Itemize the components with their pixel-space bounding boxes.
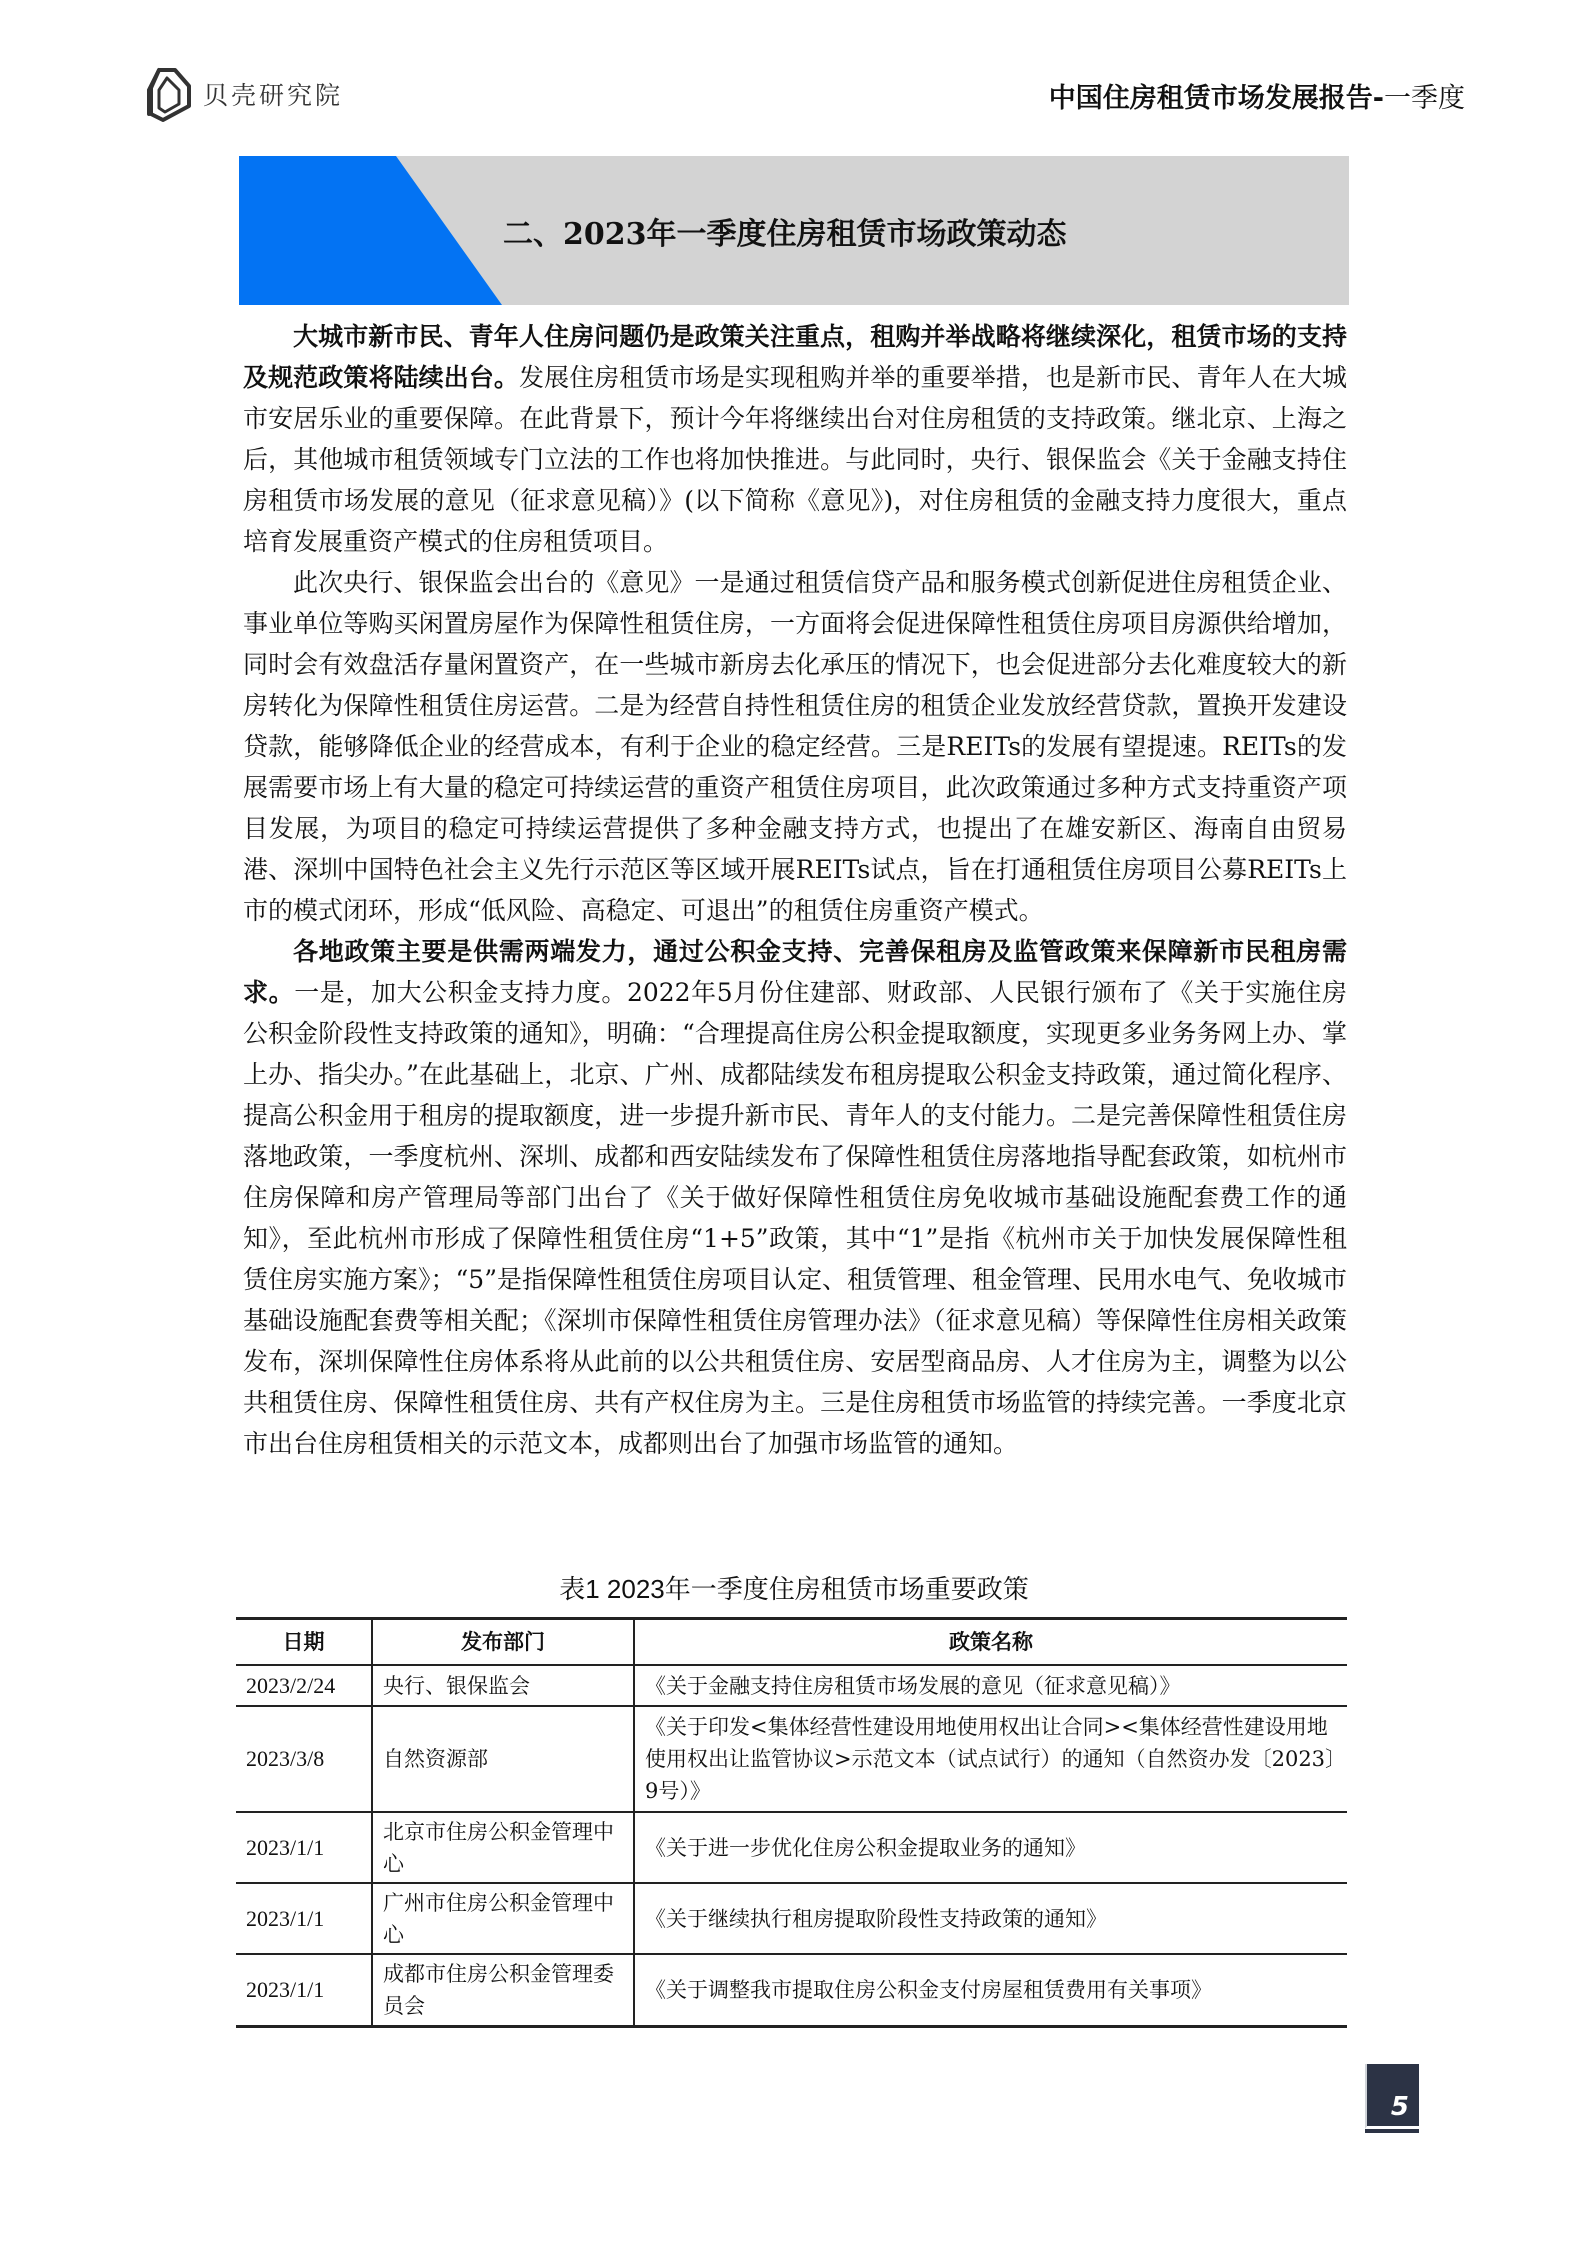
table-header-row <box>236 1619 1347 1666</box>
cell-date: 2023/1/1 <box>236 1812 372 1883</box>
table-row <box>236 1883 1347 1954</box>
section-title: 二、2023年一季度住房租赁市场政策动态 <box>503 216 1067 252</box>
banner-accent-shape <box>239 156 502 305</box>
header-department: 发布部门 <box>372 1619 634 1666</box>
paragraph-1-lead: 大城市新市民、青年人住房问题仍是政策关注重点，租购并举战略将继续深化，租赁市场的支持及规范政策将陆续出台。 <box>243 322 1347 392</box>
paragraph-1-text: 发展住房租赁市场是实现租购并举的重要举措，也是新市民、青年人在大城市安居乐业的重要保障。在此背景下，预计今年将继续出台对住房租赁的支持政策。继北京、上海之后，其他城市租赁领域专门立法的工作也将加快推进。与此同时，央行、银保监会《关于金融支持住房租赁市场发展的意见（征求意见稿）》(以下简称《意见》)，对住房租赁的金融支持力度很大，重点培育发展重资产模式的住房租赁项目。 <box>243 363 1347 556</box>
paragraph-1 <box>243 316 1347 562</box>
page-number: 5 <box>1390 2092 1409 2122</box>
page-number-box <box>1365 2064 1419 2129</box>
cell-department: 广州市住房公积金管理中心 <box>372 1883 634 1954</box>
cell-date: 2023/2/24 <box>236 1665 372 1706</box>
report-title-main: 中国住房租赁市场发展报告- <box>1048 83 1384 114</box>
cell-policy: 《关于印发<集体经营性建设用地使用权出让合同><集体经营性建设用地使用权出让监管协议>示范文本（试点试行）的通知（自然资办发〔2023〕9号）》 <box>634 1706 1347 1812</box>
header-policy-name: 政策名称 <box>634 1619 1347 1666</box>
paragraph-2 <box>243 562 1347 931</box>
cell-date: 2023/1/1 <box>236 1883 372 1954</box>
paragraph-3 <box>243 931 1347 1464</box>
cell-department: 自然资源部 <box>372 1706 634 1812</box>
policy-table <box>236 1617 1347 2028</box>
beike-logo-icon <box>145 66 193 122</box>
cell-date: 2023/1/1 <box>236 1954 372 2026</box>
table-row <box>236 1812 1347 1883</box>
table-caption: 表1 2023年一季度住房租赁市场重要政策 <box>559 1574 1029 1604</box>
logo <box>145 66 343 122</box>
table-row <box>236 1665 1347 1706</box>
cell-policy: 《关于调整我市提取住房公积金支付房屋租赁费用有关事项》 <box>634 1954 1347 2026</box>
cell-policy: 《关于继续执行租房提取阶段性支持政策的通知》 <box>634 1883 1347 1954</box>
cell-department: 北京市住房公积金管理中心 <box>372 1812 634 1883</box>
report-title-sub: 一季度 <box>1384 83 1465 114</box>
cell-policy: 《关于金融支持住房租赁市场发展的意见（征求意见稿）》 <box>634 1665 1347 1706</box>
header-date: 日期 <box>236 1619 372 1666</box>
paragraph-3-text: 一是，加大公积金支持力度。2022年5月份住建部、财政部、人民银行颁布了《关于实施住房公积金阶段性支持政策的通知》，明确：“合理提高住房公积金提取额度，实现更多业务务网上办、掌上办、指尖办。”在此基础上，北京、广州、成都陆续发布租房提取公积金支持政策，通过简化程序、提高公积金用于租房的提取额度，进一步提升新市民、青年人的支付能力。二是完善保障性租赁住房落地政策，一季度杭州、深圳、成都和西安陆续发布了保障性租赁住房落地指导配套政策，如杭州市住房保障和房产管理局等部门出台了《关于做好保障性租赁住房免收城市基础设施配套费工作的通知》，至此杭州市形成了保障性租赁住房“1+5”政策，其中“1”是指《杭州市关于加快发展保障性租赁住房实施方案》；“5”是指保障性租赁住房项目认定、租赁管理、租金管理、民用水电气、免收城市基础设施配套费等相关配；《深圳市保障性租赁住房管理办法》（征求意见稿）等保障性住房相关政策发布，深圳保障性住房体系将从此前的以公共租赁住房、安居型商品房、人才住房为主，调整为以公共租赁住房、保障性租赁住房、共有产权住房为主。三是住房租赁市场监管的持续完善。一季度北京市出台住房租赁相关的示范文本，成都则出台了加强市场监管的通知。 <box>243 978 1347 1458</box>
paragraph-2-text: 此次央行、银保监会出台的《意见》一是通过租赁信贷产品和服务模式创新促进住房租赁企业、事业单位等购买闲置房屋作为保障性租赁住房，一方面将会促进保障性租赁住房项目房源供给增加，同时会有效盘活存量闲置资产，在一些城市新房去化承压的情况下，也会促进部分去化难度较大的新房转化为保障性租赁住房运营。二是为经营自持性租赁住房的租赁企业发放经营贷款，置换开发建设贷款，能够降低企业的经营成本，有利于企业的稳定经营。三是REITs的发展有望提速。REITs的发展需要市场上有大量的稳定可持续运营的重资产租赁住房项目，此次政策通过多种方式支持重资产项目发展，为项目的稳定可持续运营提供了多种金融支持方式，也提出了在雄安新区、海南自由贸易港、深圳中国特色社会主义先行示范区等区域开展REITs试点，旨在打通租赁住房项目公募REITs上市的模式闭环，形成“低风险、高稳定、可退出”的租赁住房重资产模式。 <box>243 568 1347 925</box>
paragraph-3-lead: 各地政策主要是供需两端发力，通过公积金支持、完善保租房及监管政策来保障新市民租房需求。 <box>243 937 1347 1007</box>
report-title <box>1049 82 1465 116</box>
table-row <box>236 1954 1347 2026</box>
body-text <box>243 316 1347 1464</box>
logo-text: 贝壳研究院 <box>203 81 344 110</box>
section-banner <box>239 156 1349 305</box>
cell-date: 2023/3/8 <box>236 1706 372 1812</box>
table-row <box>236 1706 1347 1812</box>
cell-department: 央行、银保监会 <box>372 1665 634 1706</box>
cell-policy: 《关于进一步优化住房公积金提取业务的通知》 <box>634 1812 1347 1883</box>
cell-department: 成都市住房公积金管理委员会 <box>372 1954 634 2026</box>
